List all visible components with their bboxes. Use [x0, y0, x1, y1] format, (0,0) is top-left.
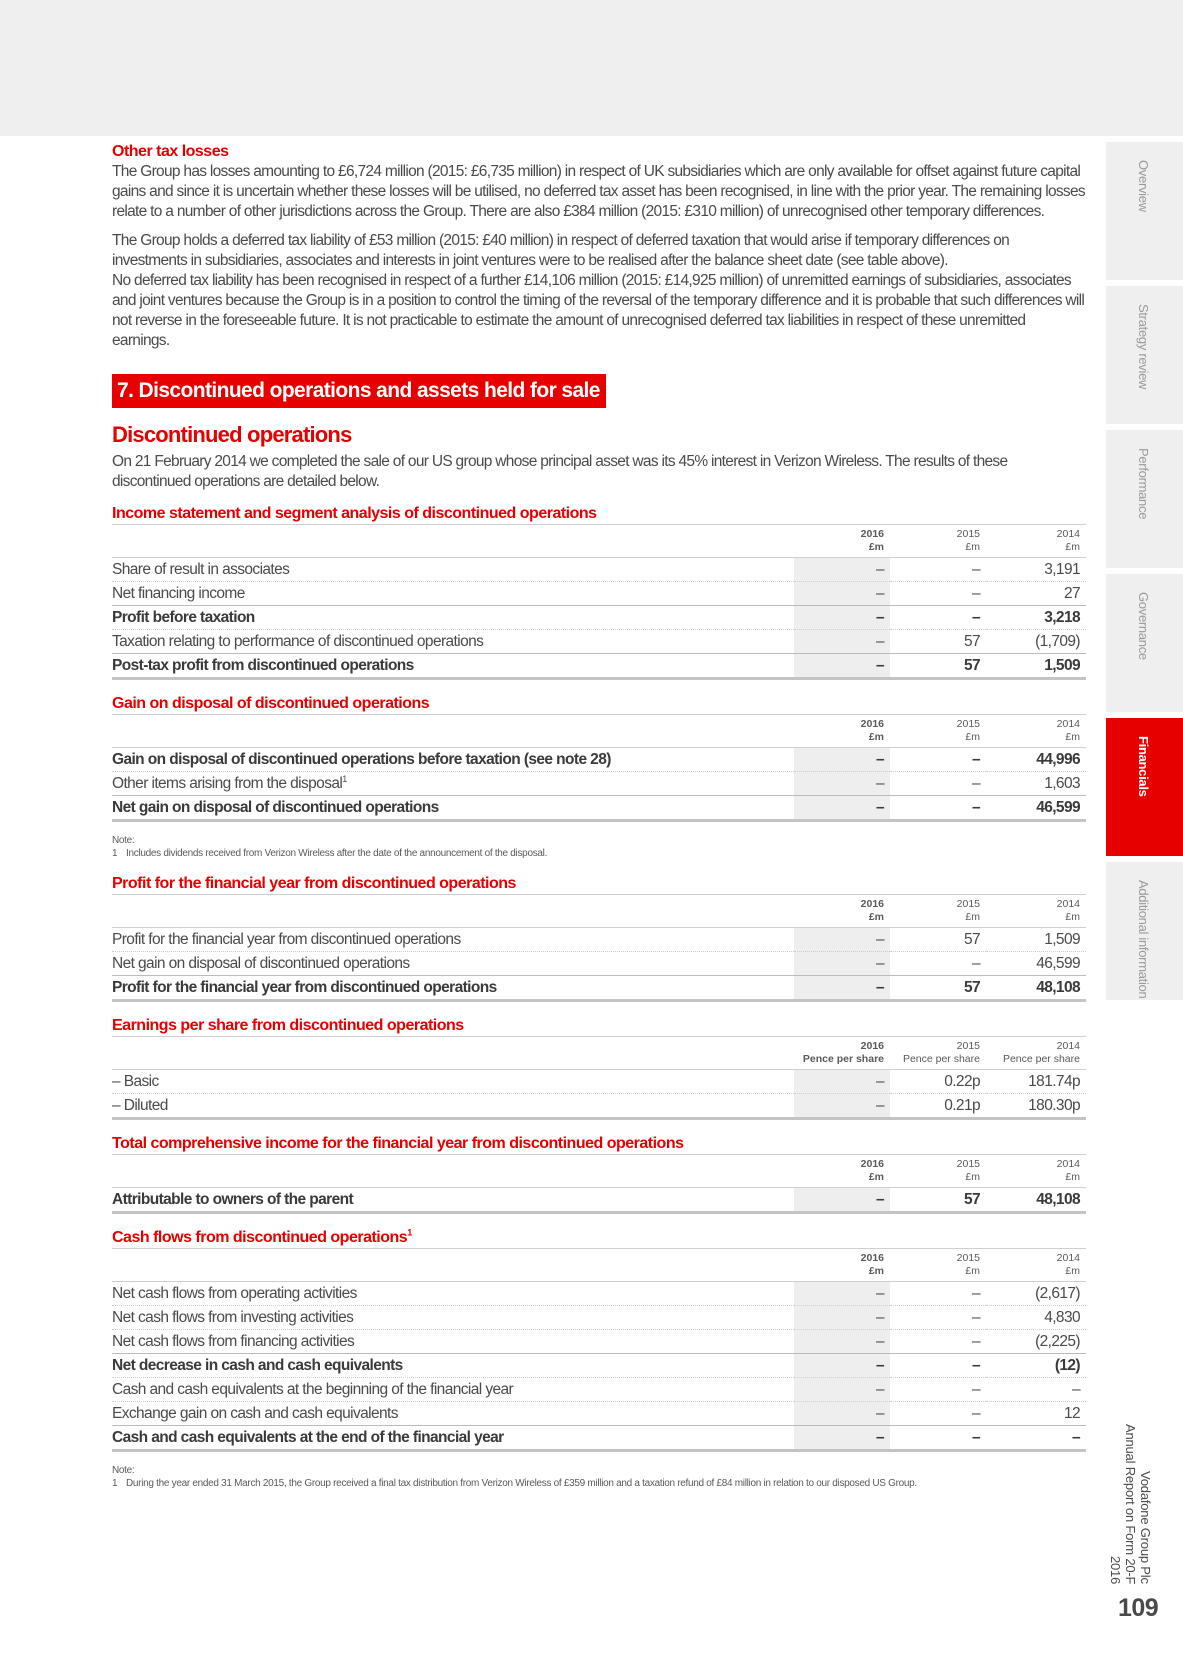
table-header-row	[112, 1155, 1086, 1188]
table-header-row	[112, 1037, 1086, 1070]
total-comprehensive-income-table	[112, 1154, 1086, 1214]
column-header-2014: 2014 £m	[1056, 528, 1080, 553]
table-header-row	[112, 895, 1086, 928]
table-row-total: Net decrease in cash and cash equivalents – – (12)	[112, 1354, 1086, 1378]
side-tab-strategy-review[interactable]	[1106, 286, 1183, 424]
column-header-2016: 2016 Pence per share	[802, 1040, 884, 1065]
unremitted-earnings-paragraph: No deferred tax liability has been recognised in respect of a further £14,106 million (2015: £14,925 million) of unremitted earnings of subsidiaries, associates and joint ventures because the Group is in a position to control the timing of the reversal of the temporary difference and it is probable that such differences will not reverse in the foreseeable future. It is not practicable to estimate the amount of unrecognised deferred tax liabilities in respect of these unremitted earnings.	[112, 272, 1085, 349]
column-header-2015: 2015 £m	[956, 1252, 980, 1277]
other-tax-losses-heading: Other tax losses	[112, 143, 229, 160]
table-row-total: Profit for the financial year from discontinued operations – 57 48,108	[112, 976, 1086, 1001]
side-tab-label: Overview	[1136, 160, 1151, 212]
table-row: Net cash flows from operating activities – – (2,617)	[112, 1282, 1086, 1306]
section-intro: On 21 February 2014 we completed the sale of our US group whose principal asset was its 45% interest in Verizon Wireless. The results of these discontinued operations are detailed below.	[112, 453, 1008, 490]
column-header-2016: 2016 £m	[860, 1158, 884, 1183]
table-row: Net financing income – – 27	[112, 582, 1086, 606]
eps-table	[112, 1036, 1086, 1120]
table-row: Net gain on disposal of discontinued operations – – 46,599	[112, 952, 1086, 976]
column-header-2015: 2015 £m	[956, 1158, 980, 1183]
table-row: Other items arising from the disposal$^1$ – – 1,603	[112, 772, 1086, 796]
footnote-ref: 1	[407, 1227, 412, 1238]
side-tab-label: Governance	[1136, 592, 1151, 660]
side-tab-label: Performance	[1136, 448, 1151, 520]
footnote-ref: 1	[342, 773, 347, 784]
side-tab-governance[interactable]	[1106, 574, 1183, 712]
page-number: 109	[1118, 1594, 1159, 1622]
column-header-2016: 2016 £m	[860, 718, 884, 743]
other-tax-losses-paragraph: The Group has losses amounting to £6,724 million (2015: £6,735 million) in respect of UK subsidiaries which are only available for offset against future capital gains and since it is uncertain whether these losses will be utilised, no deferred tax asset has been recognised, in line with the prior year. The remaining losses relate to a number of other jurisdictions across the Group. There are also £384 million (2015: £310 million) of unrecognised other temporary differences.	[112, 163, 1085, 220]
page-content	[112, 142, 1086, 1504]
table-row: Profit for the financial year from discontinued operations – 57 1,509	[112, 928, 1086, 952]
gain-table-note: Note: 1 Includes dividends received from Verizon Wireless after the date of the announcement of the disposal.	[112, 835, 548, 859]
table-header-row	[112, 1249, 1086, 1282]
column-header-2014: 2014 Pence per share	[1002, 1040, 1080, 1065]
column-header-2015: 2015 £m	[956, 898, 980, 923]
table-row: – Diluted – 0.21p 180.30p	[112, 1094, 1086, 1119]
table-row-total: Post-tax profit from discontinued operations – 57 1,509	[112, 654, 1086, 679]
column-header-2016: 2016 £m	[860, 898, 884, 923]
table-row: – Basic – 0.22p 181.74p	[112, 1070, 1086, 1094]
income-statement-table	[112, 524, 1086, 680]
column-header-2016: 2016 £m	[860, 1252, 884, 1277]
column-header-2014: 2014 £m	[1056, 1252, 1080, 1277]
table-row: Share of result in associates – – 3,191	[112, 558, 1086, 582]
income-table-title: Income statement and segment analysis of discontinued operations	[112, 505, 597, 522]
column-header-2014: 2014 £m	[1056, 1158, 1080, 1183]
cash-flows-table-title: Cash flows from discontinued operations$^1$	[112, 1227, 412, 1246]
column-header-2015: 2015 £m	[956, 528, 980, 553]
section-heading: Discontinued operations	[112, 422, 352, 447]
profit-table	[112, 894, 1086, 1002]
company-name: Vodafone Group Plc	[1138, 1471, 1153, 1584]
side-tab-label: Financials	[1136, 736, 1151, 797]
side-tab-performance[interactable]	[1106, 430, 1183, 568]
side-tab-overview[interactable]	[1106, 142, 1183, 280]
table-row-total: Profit before taxation – – 3,218	[112, 606, 1086, 630]
section-banner: 7. Discontinued operations and assets held for sale	[112, 374, 606, 408]
table-row-total: Attributable to owners of the parent – 57 48,108	[112, 1188, 1086, 1213]
document-info	[1108, 1398, 1153, 1584]
cash-flows-note: Note: 1 During the year ended 31 March 2015, the Group received a final tax distribution from Verizon Wireless of £359 million and a taxation refund of £84 million in relation to our disposed US Group.	[112, 1465, 917, 1489]
side-tab-label: Additional information	[1136, 880, 1151, 999]
side-tab-additional-information[interactable]	[1106, 862, 1183, 1000]
table-row: Taxation relating to performance of discontinued operations – 57 (1,709)	[112, 630, 1086, 654]
side-tab-financials[interactable]	[1106, 718, 1183, 856]
profit-table-title: Profit for the financial year from discontinued operations	[112, 875, 516, 892]
table-header-row	[112, 525, 1086, 558]
table-row-total: Cash and cash equivalents at the end of the financial year – – –	[112, 1426, 1086, 1451]
cash-flows-table	[112, 1248, 1086, 1452]
eps-table-title: Earnings per share from discontinued operations	[112, 1017, 464, 1034]
table-row-total: Net gain on disposal of discontinued operations – – 46,599	[112, 796, 1086, 821]
table-row: Cash and cash equivalents at the beginning of the financial year – – –	[112, 1378, 1086, 1402]
tci-table-title: Total comprehensive income for the financial year from discontinued operations	[112, 1135, 684, 1152]
table-row: Gain on disposal of discontinued operations before taxation (see note 28) – – 44,996	[112, 748, 1086, 772]
column-header-2014: 2014 £m	[1056, 898, 1080, 923]
gain-on-disposal-table	[112, 714, 1086, 822]
deferred-tax-liability-paragraph: The Group holds a deferred tax liability of £53 million (2015: £40 million) in respect of deferred taxation that would arise if temporary differences on investments in subsidiaries, associates and interests in joint ventures were to be realised after the balance sheet date (see table above).	[112, 232, 1010, 269]
column-header-2015: 2015 Pence per share	[902, 1040, 980, 1065]
report-name: Annual Report on Form 20-F 2016	[1108, 1423, 1138, 1584]
table-row: Net cash flows from investing activities – – 4,830	[112, 1306, 1086, 1330]
table-row: Exchange gain on cash and cash equivalents – – 12	[112, 1402, 1086, 1426]
column-header-2014: 2014 £m	[1056, 718, 1080, 743]
top-margin-band	[0, 0, 1183, 136]
column-header-2016: 2016 £m	[860, 528, 884, 553]
column-header-2015: 2015 £m	[956, 718, 980, 743]
table-row: Net cash flows from financing activities – – (2,225)	[112, 1330, 1086, 1354]
side-tab-label: Strategy review	[1136, 304, 1151, 390]
gain-table-title: Gain on disposal of discontinued operations	[112, 695, 430, 712]
table-header-row	[112, 715, 1086, 748]
